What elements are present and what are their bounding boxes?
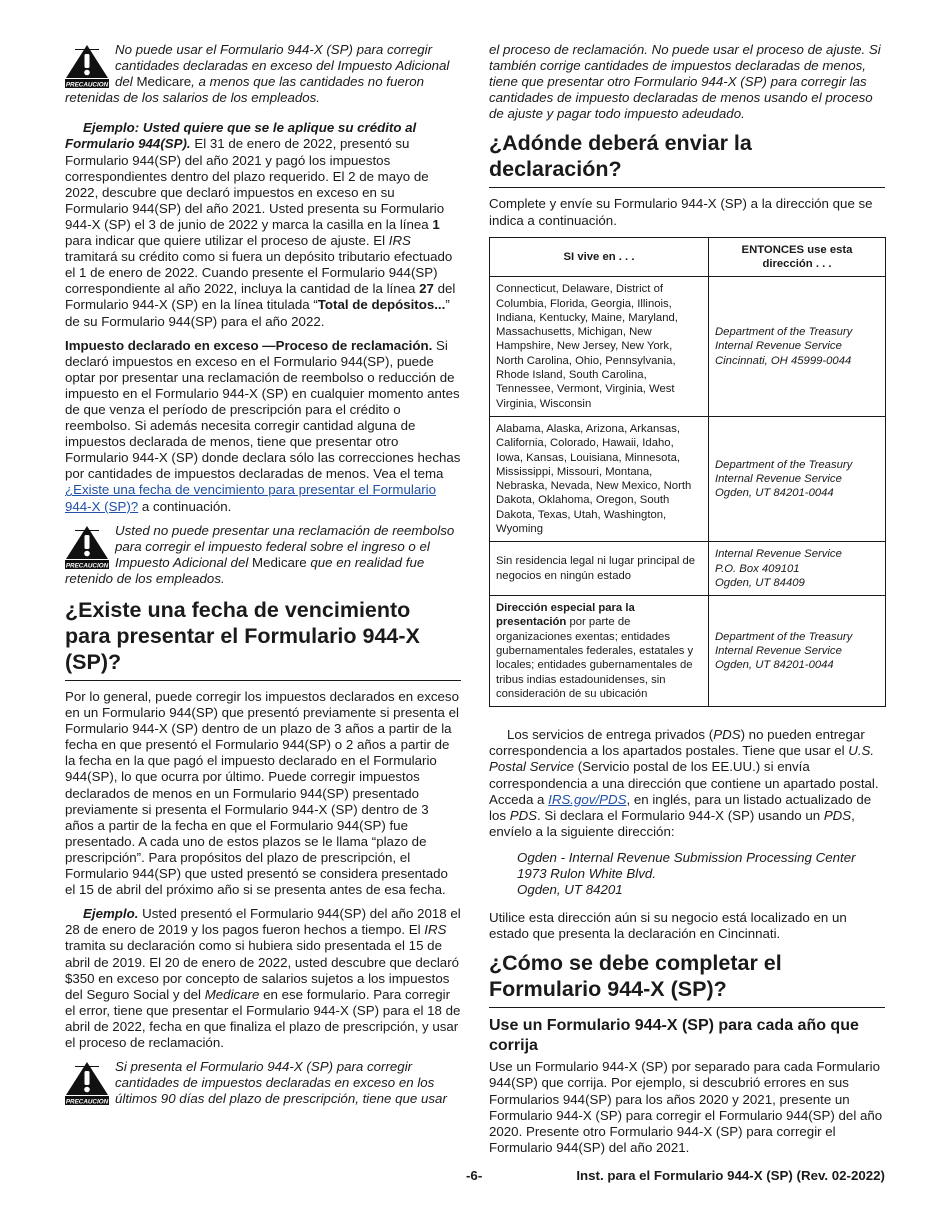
irs-pds-link[interactable]: IRS.gov/PDS — [548, 791, 627, 807]
caution-text-medicare: Medicare — [136, 74, 192, 90]
each-year-paragraph: Use un Formulario 944-X (SP) por separado para cada Formulario 944(SP) que corrija. Por ejemplo, si descubrió errores en sus Formularios 944(SP) para los años 2020 y 2021, presente un Formulario 944-X (SP) para corregir el Formulario 944(SP) del año 2020. Presente otro Formulario 944-X (SP) para corregir el Formulario 944(SP) del año 2021. — [489, 1059, 883, 1155]
example-paragraph: Ejemplo. Usted presentó el Formulario 944(SP) del año 2018 el 28 de enero de 2019 y los pagos fueron hechos a tiempo. El IRS tramita su declaración como si hubiera sido presentada el 15 de abril de 2019. El 20 de enero de 2022, usted descubre que declaró $350 en exceso por concepto de salarios sujetos a los impuestos del Seguro Social y del Medicare en ese formulario. Para corregir el error, tiene que presentar el Formulario 944-X (SP) para el 18 de abril de 2022, fecha en que finaliza el plazo de prescripción, y usar el proceso de reclamación. — [65, 906, 461, 1050]
claim-paragraph: Impuesto declarado en exceso —Proceso de reclamación. Si declaró impuestos en exceso en el Formulario 944(SP), puede optar por presentar una reclamación de reembolso o reducción de impuesto en el Formulario 944-X (SP) en cualquier momento antes de que venza el período de prescripción para el crédito o reembolso. Si además necesita corregir cantidad alguna de impuestos declarada de menos, tiene que presentar otro Formulario 944-X (SP) donde declara sólo las correcciones hechas por cantidades de impuestos declaradas de menos. Vea el tema ¿Existe una fecha de vencimiento para presentar el Formulario 944-X (SP)? a continuación. — [65, 337, 461, 514]
address-cell: Internal Revenue Service P.O. Box 409101 Ogden, UT 84409 — [709, 542, 886, 596]
where-heading: ¿Adónde deberá enviar la declaración? — [489, 130, 885, 188]
table-row — [490, 596, 886, 707]
example-lead: Ejemplo: Usted quiere que se le aplique su crédito al Formulario 944(SP). — [65, 120, 417, 152]
table-header: ENTONCES use esta dirección . . . — [709, 237, 886, 277]
left-column — [65, 42, 461, 1119]
states-cell: Sin residencia legal ni lugar principal de negocios en ningún estado — [490, 542, 709, 596]
deadline-paragraph: Por lo general, puede corregir los impuestos declarados en exceso en un Formulario 944(SP) que presentó previamente si presenta el Formulario 944-X (SP) dentro de un plazo de 3 años a partir de la fecha en que presentó el Formulario 944(SP) o 2 años a partir de la fecha en la que pagó el impuesto declarado en el Formulario 944(SP), lo que ocurra por último. Puede corregir impuestos declarados de menos en un Formulario 944(SP) presentado previamente si presenta el Formulario 944-X (SP) dentro de 3 años a partir de la fecha en que el Formulario 944(SP) fue presentado. A cada uno de estos plazos se le llama “plazo de prescripción”. Para propósitos del plazo de prescripción, el Formulario 944(SP) que usted presentó se considera presentado el 15 de abril del próximo año si se presenta antes de esa fecha. — [65, 689, 459, 898]
example-paragraph: Ejemplo: Usted quiere que se le aplique su crédito al Formulario 944(SP). El 31 de enero de 2022, presentó su Formulario 944(SP) del año 2021 y pagó los impuestos correspondientes dentro del plazo requerido. El 2 de mayo de 2022, descubre que declaró impuestos en exceso en su Formulario 944(SP) del año 2021. Usted presenta su Formulario 944-X (SP) el 3 de junio de 2022 y marca la casilla en la línea 1 para indicar que quiere utilizar el proceso de ajuste. El IRS tramitará su crédito como si fuera un depósito tributario efectuado el 1 de enero de 2022. Cuando presente el Formulario 944(SP) correspondiente al año 2022, incluya la cantidad de la línea 27 del Formulario 944-X (SP) en la línea titulada “Total de depósitos...” de su Formulario 944(SP) para el año 2022. — [65, 120, 456, 329]
where-paragraph: Complete y envíe su Formulario 944-X (SP) a la dirección que se indica a continuación. — [489, 196, 873, 228]
table-row — [490, 277, 886, 417]
caution-label: PRECAUCION — [65, 81, 109, 88]
caution-text: que en realidad fue retenido de los empleados. — [65, 554, 425, 586]
address-table — [489, 237, 886, 708]
caution-note — [65, 1059, 461, 1109]
right-column — [489, 42, 885, 1164]
table-header: SI vive en . . . — [490, 237, 709, 277]
states-cell: Alabama, Alaska, Arizona, Arkansas, California, Colorado, Hawaii, Idaho, Iowa, Kansas, Louisiana, Minnesota, Mississippi, Missouri, Montana, Nebraska, Nevada, New Mexico, North Dakota, Oklahoma, Oregon, South Dakota, Texas, Utah, Washington, Wyoming — [490, 416, 709, 541]
each-year-heading: Use un Formulario 944-X (SP) para cada año que corrija — [489, 1017, 859, 1054]
caution-text: No puede usar el Formulario 944-X (SP) para corregir cantidades declaradas en exceso del Impuesto Adicional del — [115, 42, 450, 90]
states-cell: Dirección especial para la presentación por parte de organizaciones exentas; entidades gubernamentales federales, estatales y locales; entidades gubernamentales de tribus indias estadounidenses, sin consideración de su ubicación — [490, 596, 709, 707]
ogden-note: Utilice esta dirección aún si su negocio está localizado en un estado que presenta la declaración en Cincinnati. — [489, 910, 847, 942]
caution-text-medicare: Medicare — [252, 554, 307, 570]
pds-paragraph: Los servicios de entrega privados (PDS) no pueden entregar correspondencia a los apartados postales. Tiene que usar el U.S. Postal Service (Servicio postal de los EE.UU.) si envía correspondencia a una dirección que contiene un apartado postal. Acceda a IRS.gov/PDS, en inglés, para un listado actualizado de los PDS. Si declara el Formulario 944-X (SP) usando un PDS, envíelo a la siguiente dirección: — [489, 727, 879, 839]
deadline-link[interactable]: ¿Existe una fecha de vencimiento para presentar el Formulario 944-X (SP)? — [65, 482, 437, 514]
caution-text: Si presenta el Formulario 944-X (SP) para corregir cantidades de impuestos declaradas en exceso en los últimos 90 días del plazo de prescripción, tiene que usar — [115, 1059, 447, 1107]
caution-label: PRECAUCION — [65, 1098, 109, 1106]
table-row — [490, 542, 886, 596]
caution-label: PRECAUCION — [65, 561, 109, 569]
page-number: -6- — [466, 1168, 483, 1183]
caution-icon — [65, 1061, 109, 1105]
states-cell: Connecticut, Delaware, District of Columbia, Florida, Georgia, Illinois, Indiana, Kentucky, Maine, Maryland, Massachusetts, Michigan, New Hampshire, New Jersey, New York, North Carolina, Ohio, Pennsylvania, Rhode Island, South Carolina, Tennessee, Vermont, Virginia, West Virginia, Wisconsin — [490, 277, 709, 417]
deadline-heading: ¿Existe una fecha de vencimiento para presentar el Formulario 944-X (SP)? — [65, 597, 461, 681]
caution-continued-text: el proceso de reclamación. No puede usar el proceso de ajuste. Si también corrige cantidades de impuestos declaradas de menos, tiene que presentar otro Formulario 944-X (SP) para corregir las cantidades de impuesto declaradas de menos usando el proceso de ajuste y pagar todo impuesto adeudado. — [489, 42, 881, 122]
address-cell: Department of the Treasury Internal Revenue Service Cincinnati, OH 45999-0044 — [709, 277, 886, 417]
ogden-address: Ogden - Internal Revenue Submission Processing Center 1973 Rulon White Blvd. Ogden, UT 84201 — [517, 849, 856, 898]
address-cell: Department of the Treasury Internal Revenue Service Ogden, UT 84201-0044 — [709, 596, 886, 707]
caution-icon — [65, 44, 109, 88]
caution-note — [65, 42, 461, 106]
caution-icon — [65, 525, 109, 569]
caution-note — [65, 523, 461, 587]
claim-heading: Impuesto declarado en exceso —Proceso de reclamación. — [65, 337, 433, 353]
complete-heading: ¿Cómo se debe completar el Formulario 944-X (SP)? — [489, 950, 885, 1008]
footer-title: Inst. para el Formulario 944-X (SP) (Rev. 02-2022) — [576, 1168, 885, 1183]
caution-text: Usted no puede presentar una reclamación de reembolso para corregir el impuesto federal sobre el ingreso o el Impuesto Adicional del — [115, 522, 455, 570]
caution-text: , a menos que las cantidades no fueron retenidas de los salarios de los empleados. — [65, 74, 424, 106]
address-cell: Department of the Treasury Internal Revenue Service Ogden, UT 84201-0044 — [709, 416, 886, 541]
example-lead: Ejemplo. — [83, 906, 139, 922]
table-row — [490, 416, 886, 541]
